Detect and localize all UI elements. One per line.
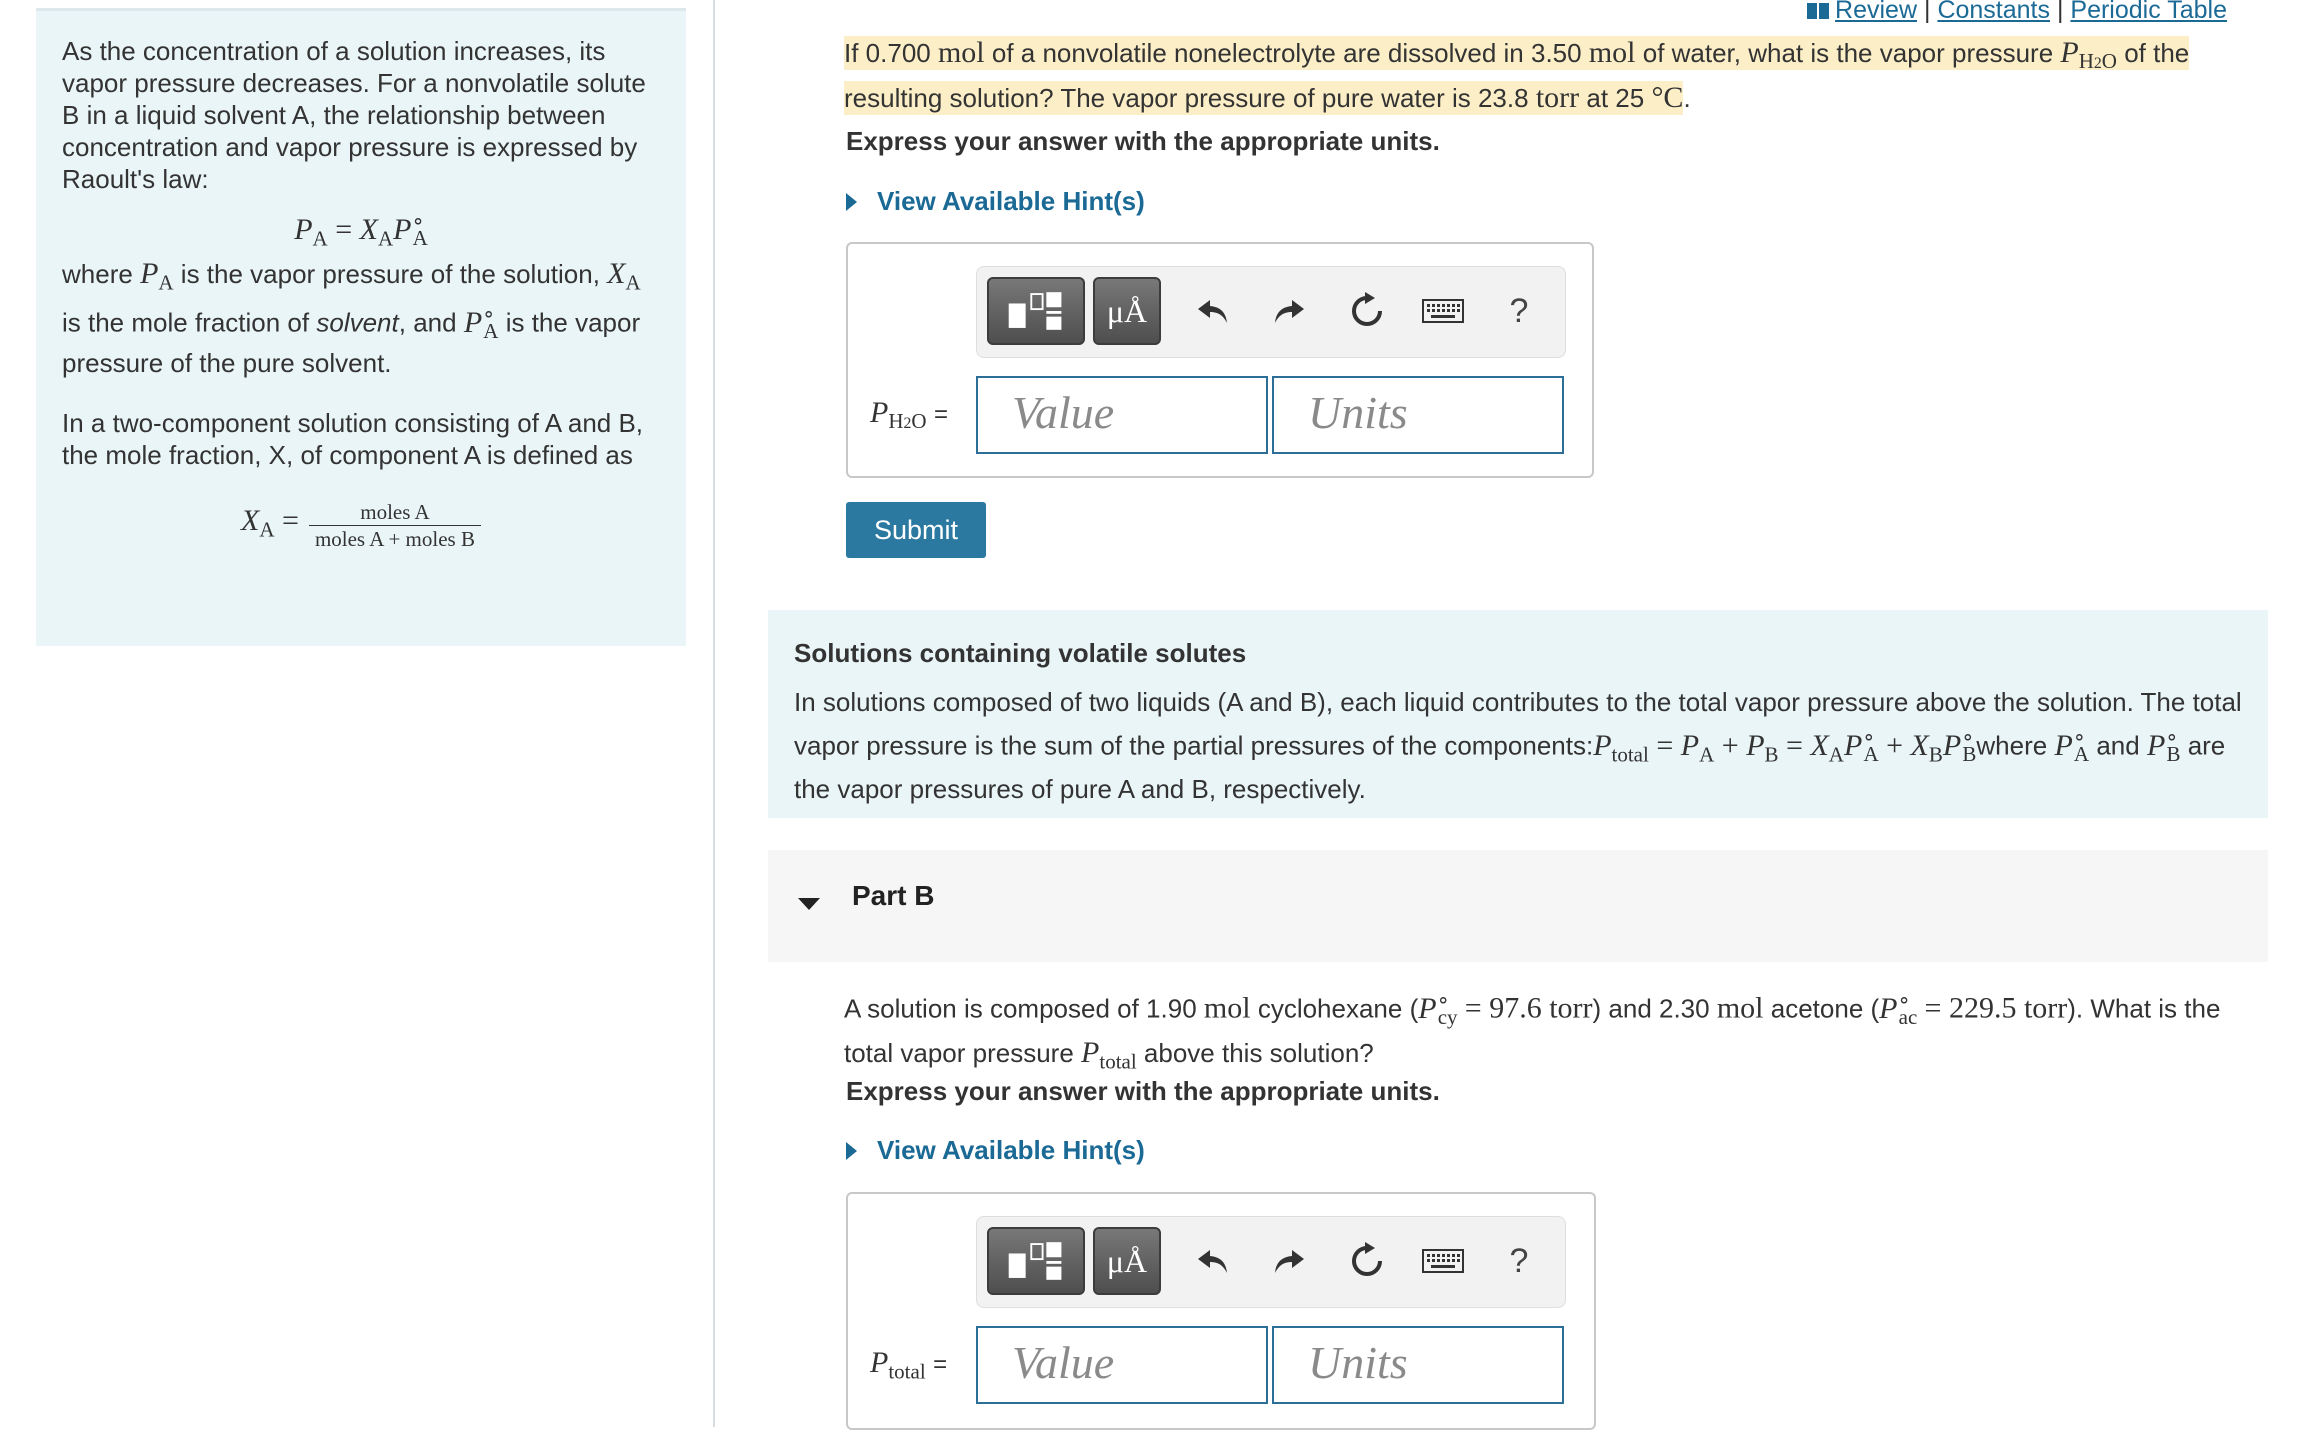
undo-icon <box>1196 296 1230 326</box>
constants-link[interactable]: Constants <box>1937 0 2050 24</box>
reset-icon <box>1348 1242 1386 1280</box>
part-b-question: A solution is composed of 1.90 mol cyclohexane ($P^\circ_{cy} = 97.6$ torr) and 2.30 mol acetone ($P^\circ_{ac} = 229.5$ torr). What is the total vapor pressure $P_{total}$ above this solution? <box>844 988 2221 1074</box>
part-a-answer-label: $P_{H2O}$ = <box>870 396 949 434</box>
part-b-header[interactable] <box>768 850 2268 962</box>
math-toolbar <box>976 266 1566 358</box>
reset-icon <box>1348 292 1386 330</box>
help-icon: ? <box>1509 1241 1529 1280</box>
redo-button[interactable] <box>1261 1231 1317 1291</box>
redo-icon <box>1272 296 1306 326</box>
part-a-hint-toggle[interactable]: View Available Hint(s) <box>846 186 1145 217</box>
panel-divider <box>713 0 715 1427</box>
triangle-right-icon <box>846 1142 857 1160</box>
help-button[interactable] <box>1491 1231 1547 1291</box>
undo-button[interactable] <box>1185 1231 1241 1291</box>
book-icon <box>1807 3 1829 19</box>
undo-icon <box>1196 1246 1230 1276</box>
redo-button[interactable] <box>1261 281 1317 341</box>
raoult-explanation: where $P_A$ is the vapor pressure of the solution, $X_A$ is the mole fraction of solvent, and $P^\circ_A$ is the vapor pressure of the pure solvent. <box>62 256 641 378</box>
resource-links: Review | Constants | Periodic Table <box>1807 0 2227 25</box>
redo-icon <box>1272 1246 1306 1276</box>
templates-icon <box>989 1229 1083 1293</box>
units-symbols-button[interactable]: μÅ <box>1093 277 1161 345</box>
part-a-question: If 0.700 mol of a nonvolatile nonelectrolyte are dissolved in 3.50 mol of water, what is the vapor pressure $P_{H2O}$ of the resulting solution? The vapor pressure of pure water is 23.8 torr at 25 °C. <box>844 36 2190 115</box>
part-a-instructions: Express your answer with the appropriate units. <box>846 126 1440 156</box>
intro-panel <box>36 8 686 646</box>
help-button[interactable] <box>1491 281 1547 341</box>
keyboard-button[interactable] <box>1415 1231 1471 1291</box>
info-text: In solutions composed of two liquids (A and B), each liquid contributes to the total vapor pressure above the solution. The total vapor pressure is the sum of the partial pressures of the $components:P_{total} = P_A + P_B = X_AP^\circ_A$ + $X_BP^\circ_Bwhere$ $P^\circ_A$ and $P^\circ_B$ are the vapor pressures of pure A and B, respectively. <box>794 687 2242 804</box>
templates-icon <box>989 279 1083 343</box>
raoult-equation: $P_A = X_AP^\circ_A$ <box>294 209 428 250</box>
templates-button[interactable] <box>987 277 1085 345</box>
periodic-table-link[interactable]: Periodic Table <box>2070 0 2227 24</box>
part-b-hint-toggle[interactable]: View Available Hint(s) <box>846 1135 1145 1166</box>
math-toolbar <box>976 1216 1566 1308</box>
part-b-instructions: Express your answer with the appropriate units. <box>846 1076 1440 1106</box>
units-symbols-button[interactable]: μÅ <box>1093 1227 1161 1295</box>
part-b-title: Part B <box>852 880 935 911</box>
help-icon: ? <box>1509 291 1529 330</box>
mole-fraction-text: In a two-component solution consisting of A and B, the mole fraction, X, of component A is defined as <box>62 407 644 470</box>
triangle-right-icon <box>846 193 857 211</box>
intro-paragraph: As the concentration of a solution increases, its vapor pressure decreases. For a nonvolatile solute B in a liquid solvent A, the relationship between concentration and vapor pressure is expressed by Raoult's law: <box>62 36 646 194</box>
triangle-down-icon <box>798 898 820 910</box>
mole-fraction-equation: $X_A$ = $\frac{\text{moles A}}{\text{moles A + moles B}}$ <box>62 499 660 552</box>
info-title: Solutions containing volatile solutes <box>794 638 1247 668</box>
part-b-answer-label: $P_{total}$ = <box>870 1346 948 1384</box>
volatile-solutes-info <box>768 610 2268 818</box>
part-a-value-input[interactable]: Value <box>976 376 1268 454</box>
part-b-answer-box <box>846 1192 1596 1430</box>
part-b-value-input[interactable]: Value <box>976 1326 1268 1404</box>
templates-button[interactable] <box>987 1227 1085 1295</box>
part-b-units-input[interactable]: Units <box>1272 1326 1564 1404</box>
undo-button[interactable] <box>1185 281 1241 341</box>
submit-button[interactable]: Submit <box>846 502 986 558</box>
keyboard-icon <box>1422 298 1464 324</box>
part-a-answer-box <box>846 242 1594 478</box>
keyboard-icon <box>1422 1248 1464 1274</box>
part-a-units-input[interactable]: Units <box>1272 376 1564 454</box>
keyboard-button[interactable] <box>1415 281 1471 341</box>
reset-button[interactable] <box>1339 281 1395 341</box>
review-link[interactable]: Review <box>1835 0 1918 24</box>
reset-button[interactable] <box>1339 1231 1395 1291</box>
